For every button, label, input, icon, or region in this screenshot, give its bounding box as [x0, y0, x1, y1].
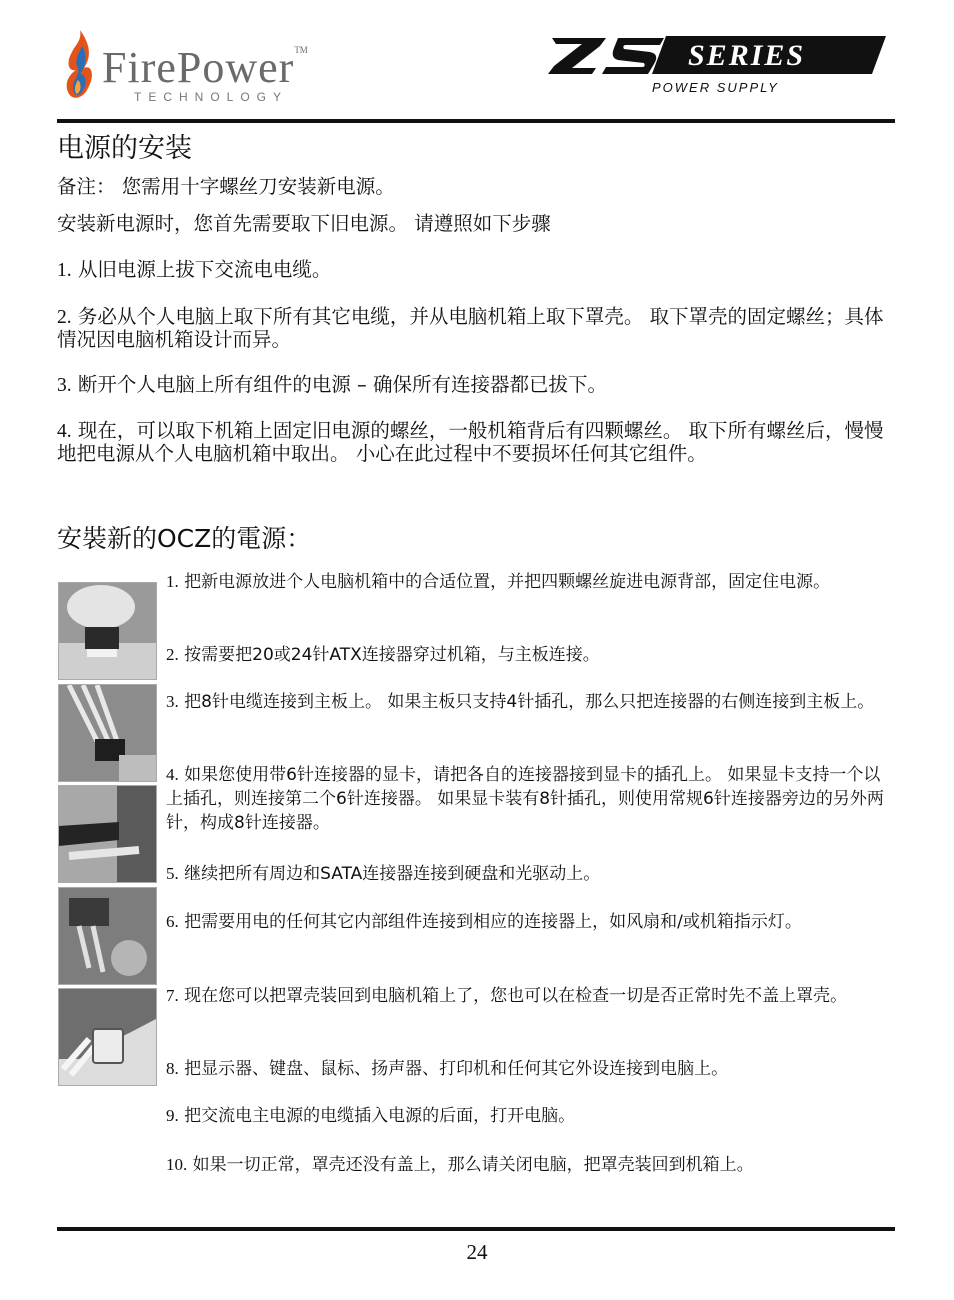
- install-step-9: 9. 把交流电主电源的电缆插入电源的后面，打开电脑。: [166, 1106, 576, 1126]
- photo-motherboard-connectors: [58, 887, 157, 985]
- install-step-1: 1. 把新电源放进个人电脑机箱中的合适位置，并把四颗螺丝旋进电源背部，固定住电源。: [166, 572, 831, 592]
- install-step-5: 5. 继续把所有周边和SATA连接器连接到硬盘和光驱动上。: [166, 864, 601, 884]
- footer-rule: [57, 1227, 895, 1231]
- brand-name: FirePower™: [102, 43, 308, 92]
- zs-series-logo: [548, 32, 888, 102]
- photo-graphics-card-cable: [58, 785, 157, 883]
- removal-step-3: 3. 断开个人电脑上所有组件的电源 – 确保所有连接器都已拔下。: [57, 373, 607, 396]
- svg-text:SERIES: SERIES: [688, 39, 806, 72]
- install-step-6: 6. 把需要用电的任何其它内部组件连接到相应的连接器上，如风扇和/或机箱指示灯。: [166, 912, 802, 932]
- section-title-new-psu: 安裝新的OCZ的電源：: [57, 524, 312, 553]
- note-text: 备注： 您需用十字螺丝刀安装新电源。: [57, 175, 395, 198]
- removal-step-4: 4. 现在，可以取下机箱上固定旧电源的螺丝，一般机箱背后有四颗螺丝。 取下所有螺丝后，慢慢地把电源从个人电脑机箱中取出。 小心在此过程中不要损坏任何其它组件。: [57, 419, 884, 465]
- install-step-3: 3. 把8针电缆连接到主板上。 如果主板只支持4针插孔，那么只把连接器的右侧连接到主板上。: [166, 692, 875, 712]
- header-rule: [57, 119, 895, 123]
- page-number: 24: [466, 1240, 488, 1264]
- install-step-10: 10. 如果一切正常，罩壳还没有盖上，那么请关闭电脑，把罩壳装回到机箱上。: [166, 1155, 754, 1175]
- firepower-logo: [62, 28, 342, 108]
- intro-text: 安装新电源时，您首先需要取下旧电源。 请遵照如下步骤: [57, 212, 551, 235]
- section-title-installation: 电源的安装: [57, 133, 192, 164]
- install-step-7: 7. 现在您可以把罩壳装回到电脑机箱上了，您也可以在检查一切是否正常时先不盖上罩壳。: [166, 986, 848, 1006]
- flame-icon: [62, 28, 98, 106]
- brand-subtitle: TECHNOLOGY: [134, 90, 289, 104]
- photo-8pin-cable: [58, 684, 157, 782]
- install-step-4: 4. 如果您使用带6针连接器的显卡，请把各自的连接器接到显卡的插孔上。 如果显卡支持一个以上插孔，则连接第二个6针连接器。 如果显卡装有8针插孔，则使用常规6针连接器旁边的另外两针，构成8针连接器。: [166, 765, 884, 833]
- photo-molex-connector: [58, 988, 157, 1086]
- series-subtitle: POWER SUPPLY: [652, 80, 779, 95]
- install-step-8: 8. 把显示器、键盘、鼠标、扬声器、打印机和任何其它外设连接到电脑上。: [166, 1059, 729, 1079]
- zs-series-wordmark: [548, 32, 888, 78]
- removal-step-1: 1. 从旧电源上拔下交流电电缆。: [57, 258, 332, 281]
- install-step-2: 2. 按需要把20或24针ATX连接器穿过机箱，与主板连接。: [166, 645, 600, 665]
- removal-step-2: 2. 务必从个人电脑上取下所有其它电缆，并从电脑机箱上取下罩壳。 取下罩壳的固定螺丝；具体情况因电脑机箱设计而异。: [57, 305, 884, 351]
- photo-atx-connector: [58, 582, 157, 680]
